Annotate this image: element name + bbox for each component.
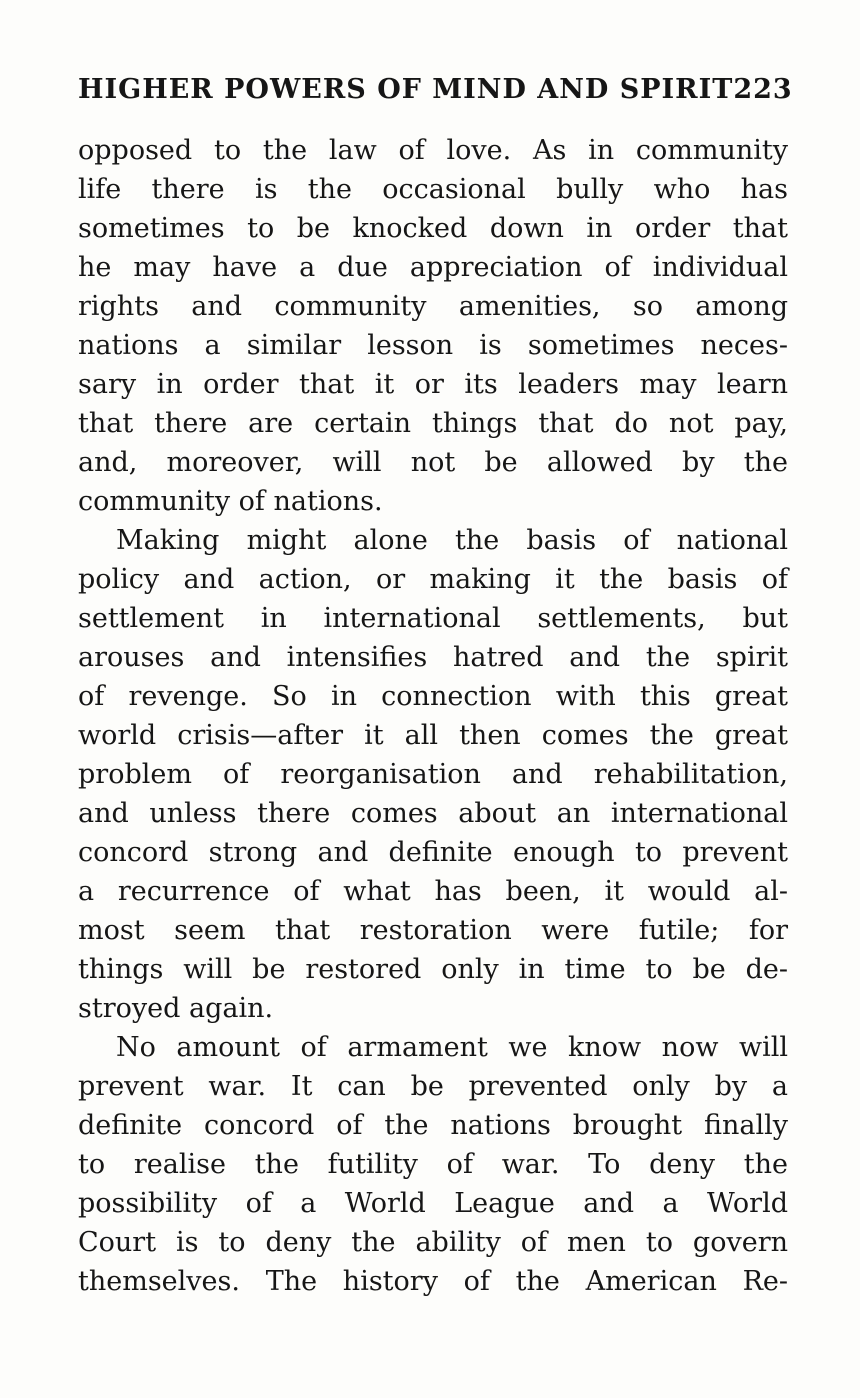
text-line: rights and community amenities, so among <box>78 291 788 322</box>
text-line: world crisis—after it all then comes the great <box>78 720 788 751</box>
text-line: nations a similar lesson is sometimes neces- <box>78 330 788 361</box>
page-number: 223 <box>733 74 793 105</box>
text-line: and, moreover, will not be allowed by the <box>78 447 788 478</box>
text-line: arouses and intensifies hatred and the spirit <box>78 642 788 673</box>
text-line: to realise the futility of war. To deny the <box>78 1149 788 1180</box>
body-text <box>78 131 788 1301</box>
text-line: sary in order that it or its leaders may learn <box>78 369 788 400</box>
text-line: most seem that restoration were futile; for <box>78 915 788 946</box>
text-line: of revenge. So in connection with this great <box>78 681 788 712</box>
text-line: community of nations. <box>78 486 383 517</box>
text-line: he may have a due appreciation of individual <box>78 252 788 283</box>
text-line: opposed to the law of love. As in community <box>78 135 788 166</box>
text-line: No amount of armament we know now will <box>116 1032 788 1063</box>
text-line: prevent war. It can be prevented only by a <box>78 1071 788 1102</box>
text-line: a recurrence of what has been, it would al- <box>78 876 788 907</box>
text-line: concord strong and definite enough to prevent <box>78 837 788 868</box>
text-line: policy and action, or making it the basis of <box>78 564 788 595</box>
text-line: that there are certain things that do not pay, <box>78 408 788 439</box>
text-line: Making might alone the basis of national <box>116 525 788 556</box>
text-line: and unless there comes about an international <box>78 798 788 829</box>
text-line: sometimes to be knocked down in order that <box>78 213 788 244</box>
text-line: problem of reorganisation and rehabilitation, <box>78 759 788 790</box>
running-head <box>78 74 793 105</box>
text-line: themselves. The history of the American Re- <box>78 1266 788 1297</box>
text-line: Court is to deny the ability of men to govern <box>78 1227 788 1258</box>
text-line: settlement in international settlements, but <box>78 603 788 634</box>
text-line: stroyed again. <box>78 993 274 1024</box>
text-line: things will be restored only in time to be de- <box>78 954 788 985</box>
text-line: definite concord of the nations brought finally <box>78 1110 788 1141</box>
running-head-title: HIGHER POWERS OF MIND AND SPIRIT <box>78 74 734 105</box>
text-line: possibility of a World League and a World <box>78 1188 788 1219</box>
text-line: life there is the occasional bully who has <box>78 174 788 205</box>
